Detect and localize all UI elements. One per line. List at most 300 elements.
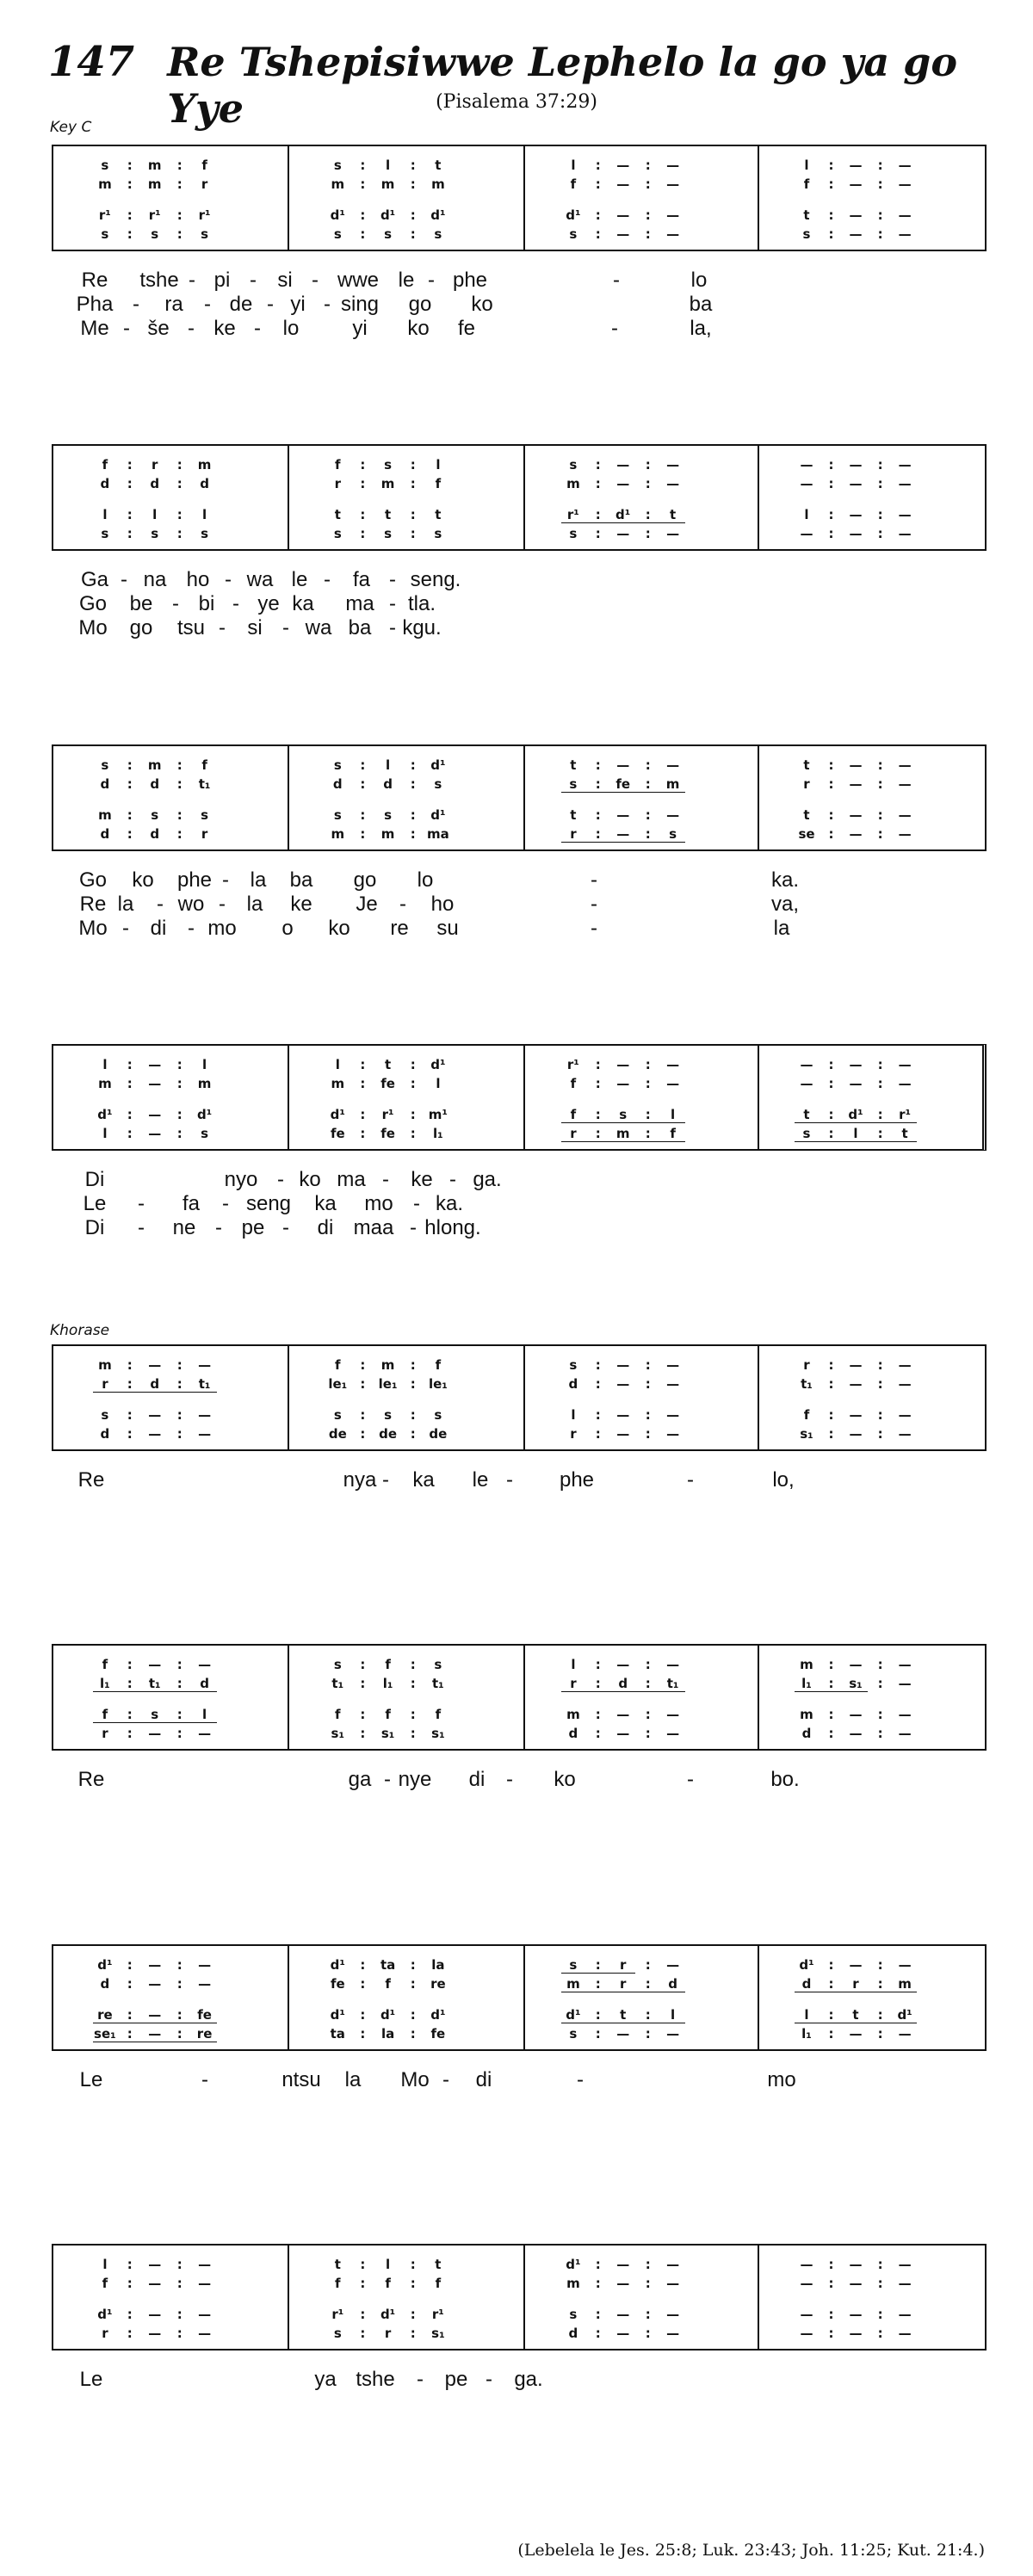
sol-fa-note: s [201,526,209,541]
beat-colon: : [360,207,366,223]
beat-colon: : [360,1426,366,1442]
beat-colon: : [176,807,182,823]
sol-fa-note: d¹ [380,2307,396,2322]
sol-fa-note: r¹ [98,207,111,223]
measure [523,1375,758,1393]
lyric-syllable: še [147,317,170,340]
beat-colon: : [877,1676,883,1691]
voice-row [53,2256,985,2273]
sol-fa-note: — [898,457,912,473]
voice-row [53,2275,985,2292]
beat-colon: : [828,526,834,541]
sol-fa-note: t₁ [198,776,211,792]
sol-fa-note: — [898,1057,912,1072]
sol-fa-note: — [616,158,630,173]
beat-colon: : [176,176,182,192]
sol-fa-note: s [101,526,109,541]
beat-colon: : [410,1957,416,1973]
measure [758,1075,988,1092]
measure [523,1056,758,1073]
syllable-hyphen: - [188,317,195,340]
sol-fa-note: f [102,1657,108,1672]
sol-fa-note: — [148,1657,162,1672]
lyric-syllable: hlong. [424,1216,481,1239]
syllable-hyphen: - [591,917,597,940]
measure [523,825,758,843]
sol-fa-note: fe [615,776,631,792]
sol-fa-note: f [335,1357,341,1373]
sol-fa-note: — [849,2257,863,2272]
beat-colon: : [828,2007,834,2023]
beat-colon: : [645,1407,651,1423]
sol-fa-note: — [666,2257,680,2272]
sol-fa-note: — [898,2326,912,2341]
sol-fa-note: — [800,2276,813,2291]
sol-fa-note: — [849,757,863,773]
sol-fa-note: la [431,1957,445,1973]
sol-fa-note: m [566,1707,580,1722]
sol-fa-note: s [333,807,342,823]
measure [55,2306,289,2323]
beat-colon: : [360,2276,366,2291]
syllable-hyphen: - [250,269,257,292]
voice-row [53,207,985,224]
beat-colon: : [410,207,416,223]
measure [288,1725,523,1742]
sol-fa-note: r [201,826,208,842]
beat-colon: : [410,1107,416,1122]
lyric-line [52,1192,987,1216]
sol-fa-note: — [849,176,863,192]
sol-fa-note: — [898,2307,912,2322]
measure [55,775,289,793]
sol-fa-note: — [148,1957,162,1973]
syllable-hyphen: - [384,1768,391,1791]
sol-fa-note: — [616,176,630,192]
sol-fa-note: t [620,2007,627,2023]
beat-colon: : [828,1426,834,1442]
beat-colon: : [410,2026,416,2042]
beat-colon: : [127,1057,133,1072]
measure [758,825,988,843]
sol-fa-note: d¹ [380,207,396,223]
beat-colon: : [877,1976,883,1992]
sol-fa-note: s [384,1407,393,1423]
lyric-syllable: de [229,293,253,316]
beat-colon: : [828,1957,834,1973]
sol-fa-note: — [198,1657,212,1672]
sol-fa-note: r [570,826,577,842]
beat-colon: : [127,1107,133,1122]
syllable-hyphen: - [225,568,232,591]
sol-fa-note: — [616,2326,630,2341]
sol-fa-note: r [570,1676,577,1691]
lyric-syllable: la [117,893,134,916]
measure [523,1106,758,1123]
measure [758,1406,988,1424]
voice-row [53,2325,985,2342]
sol-fa-note: f [435,1357,442,1373]
sol-fa-note: m [380,826,395,842]
measure [55,2256,289,2273]
measure [523,1656,758,1673]
beat-colon: : [828,457,834,473]
beat-colon: : [360,476,366,491]
sol-fa-note: — [849,476,863,491]
beat-colon: : [410,2007,416,2023]
sol-fa-note: — [666,807,680,823]
sol-fa-note: — [666,1657,680,1672]
sol-fa-note: — [666,226,680,242]
voice-row [53,1706,985,1723]
sol-fa-note: l [386,757,391,773]
sol-fa-note: t [435,2257,442,2272]
lyric-syllable: yi [290,293,306,316]
beat-colon: : [645,1957,651,1973]
measure [758,1425,988,1442]
sol-fa-note: — [849,457,863,473]
measure [288,1075,523,1092]
measure [758,757,988,774]
sol-fa-note: d¹ [799,1957,814,1973]
voice-row [53,1956,985,1974]
syllable-hyphen: - [219,616,226,639]
sol-fa-note: — [849,1726,863,1741]
beat-colon: : [127,757,133,773]
sol-fa-note: — [666,207,680,223]
sol-fa-note: l [202,1057,207,1072]
beat-colon: : [176,1376,182,1392]
sol-fa-staff [52,444,987,551]
lyric-syllable: Re [79,893,107,916]
syllable-hyphen: - [222,1192,229,1215]
sol-fa-note: s [333,2326,342,2341]
sol-fa-note: d¹ [97,1957,113,1973]
sol-fa-note: m [380,476,395,491]
beat-colon: : [828,1057,834,1072]
beat-colon: : [877,476,883,491]
measure [55,757,289,774]
sol-fa-note: f [201,158,207,173]
beat-colon: : [645,507,651,522]
sol-fa-note: l [102,1057,108,1072]
sol-fa-note: — [849,1376,863,1392]
sol-fa-note: r [151,457,158,473]
beat-colon: : [877,1057,883,1072]
sol-fa-note: — [198,2326,212,2341]
lyric-syllable: Le [83,1192,107,1215]
sol-fa-note: la [380,2026,395,2042]
slur-underline [795,1141,917,1142]
sol-fa-note: t [570,757,577,773]
sol-fa-note: — [849,2026,863,2042]
lyric-line [52,269,987,293]
voice-row [53,1075,982,1092]
beat-colon: : [595,1126,601,1141]
slur-underline [561,1691,685,1692]
beat-colon: : [410,1676,416,1691]
sol-fa-note: f [570,1076,577,1091]
measure [55,225,289,243]
lyric-syllable: pi [213,269,231,292]
beat-colon: : [176,2026,182,2042]
beat-colon: : [176,757,182,773]
sol-fa-note: r¹ [381,1107,394,1122]
beat-colon: : [127,2307,133,2322]
sol-fa-note: — [616,1407,630,1423]
sol-fa-note: — [898,1676,912,1691]
beat-colon: : [595,2007,601,2023]
measure [758,506,988,523]
voice-row [53,176,985,193]
measure [758,1056,988,1073]
measure [523,525,758,542]
sol-fa-note: d [150,826,160,842]
lyric-syllable: go [408,293,432,316]
sol-fa-note: r [570,1426,577,1442]
beat-colon: : [127,826,133,842]
measure [288,456,523,473]
syllable-hyphen: - [442,2068,449,2091]
beat-colon: : [410,807,416,823]
sol-fa-note: l [436,1076,441,1091]
sol-fa-note: d¹ [97,2307,113,2322]
beat-colon: : [360,1957,366,1973]
lyric-syllable: Go [78,868,108,892]
measure [523,2256,758,2273]
sol-fa-note: m [98,1076,112,1091]
lyric-syllable: tla. [407,592,436,615]
measure [288,1656,523,1673]
lyric-syllable: be [129,592,153,615]
syllable-hyphen: - [389,616,396,639]
sol-fa-note: — [800,476,813,491]
beat-colon: : [645,176,651,192]
lyric-syllable: nya [343,1468,377,1492]
sol-fa-note: — [666,1407,680,1423]
beat-colon: : [127,1707,133,1722]
lyric-syllable: ke [411,1168,433,1191]
measure [288,1706,523,1723]
beat-colon: : [645,476,651,491]
sol-fa-staff [52,2244,987,2351]
sol-fa-note: l [804,158,809,173]
beat-colon: : [877,1126,883,1141]
sol-fa-note: f [102,1707,108,1722]
lyric-syllable: la [773,917,790,940]
sol-fa-note: — [616,2276,630,2291]
sol-fa-note: s₁ [431,2326,445,2341]
measure [758,525,988,542]
lyric-syllable: Re [81,269,108,292]
measure [523,506,758,523]
sol-fa-note: m [566,2276,580,2291]
sol-fa-note: — [849,2326,863,2341]
sol-fa-note: — [666,1426,680,1442]
sol-fa-note: fe [330,1126,345,1141]
sol-fa-note: m [898,1976,912,1992]
lyric-line [52,868,987,893]
sol-fa-note: m [331,176,345,192]
sol-fa-note: — [198,1957,212,1973]
sol-fa-note: l [386,2257,391,2272]
measure [758,1725,988,1742]
sol-fa-note: — [849,158,863,173]
sol-fa-note: re [196,2026,213,2042]
measure [758,225,988,243]
lyric-syllable: lo [282,317,300,340]
measure [523,806,758,824]
sol-fa-note: m [331,1076,345,1091]
beat-colon: : [127,1357,133,1373]
beat-colon: : [176,1357,182,1373]
beat-colon: : [595,158,601,173]
sol-fa-note: — [849,1357,863,1373]
beat-colon: : [176,1957,182,1973]
measure [758,1975,988,1992]
sol-fa-note: l [152,507,158,522]
sol-fa-note: d [150,476,160,491]
sol-fa-note: s [569,526,578,541]
beat-colon: : [595,507,601,522]
measure [55,1706,289,1723]
syllable-hyphen: - [138,1192,145,1215]
beat-colon: : [595,807,601,823]
measure [55,2275,289,2292]
sol-fa-note: ma [427,826,449,842]
beat-colon: : [127,807,133,823]
beat-colon: : [410,1407,416,1423]
beat-colon: : [877,1426,883,1442]
sol-fa-note: — [616,1376,630,1392]
lyric-syllable: le [472,1468,489,1492]
beat-colon: : [877,507,883,522]
beat-colon: : [828,1076,834,1091]
sol-fa-note: d [568,1726,578,1741]
syllable-hyphen: - [201,2068,208,2091]
beat-colon: : [360,1726,366,1741]
beat-colon: : [877,826,883,842]
sol-fa-note: l [102,1126,108,1141]
lyric-syllable: la, [690,317,712,340]
beat-colon: : [595,526,601,541]
sol-fa-note: d [100,476,110,491]
sol-fa-note: s₁ [431,1726,445,1741]
syllable-hyphen: - [486,2368,492,2391]
beat-colon: : [176,1657,182,1672]
lyric-syllable: le [398,269,415,292]
beat-colon: : [877,2276,883,2291]
sol-fa-note: se [798,826,815,842]
voice-row [53,506,985,523]
beat-colon: : [360,176,366,192]
measure [758,2325,988,2342]
sol-fa-note: d [568,2326,578,2341]
beat-colon: : [176,207,182,223]
lyric-syllable: ke [213,317,236,340]
sol-fa-note: r [102,1376,108,1392]
beat-colon: : [410,2257,416,2272]
sol-fa-note: f [803,176,810,192]
lyric-syllable: mo [364,1192,393,1215]
sol-fa-note: t [435,507,442,522]
sol-fa-note: — [616,457,630,473]
sol-fa-note: m [197,457,212,473]
sol-fa-note: — [898,2257,912,2272]
sol-fa-note: t [803,807,810,823]
sol-fa-note: f [803,1407,810,1423]
sol-fa-note: re [430,1976,446,1992]
sol-fa-note: f [435,476,442,491]
beat-colon: : [828,1357,834,1373]
lyric-syllable: la [246,893,263,916]
beat-colon: : [410,776,416,792]
measure [758,1356,988,1374]
beat-colon: : [360,1107,366,1122]
beat-colon: : [176,1057,182,1072]
syllable-hyphen: - [254,317,261,340]
beat-colon: : [877,776,883,792]
sol-fa-note: — [666,1376,680,1392]
beat-colon: : [410,2276,416,2291]
measure [288,525,523,542]
sol-fa-note: — [849,2276,863,2291]
lyric-syllable: ko [407,317,430,340]
beat-colon: : [828,1707,834,1722]
syllable-hyphen: - [222,868,229,892]
measure [288,1356,523,1374]
sol-fa-note: s [201,807,209,823]
lyric-syllable: Pha [76,293,114,316]
sol-fa-note: d¹ [330,2007,345,2023]
sol-fa-note: — [849,1957,863,1973]
sol-fa-note: d¹ [848,1107,863,1122]
measure [523,775,758,793]
measure [758,1656,988,1673]
measure [288,2306,523,2323]
beat-colon: : [127,176,133,192]
measure [288,475,523,492]
sol-fa-note: r [803,1357,810,1373]
lyric-syllable: Re [77,1768,105,1791]
measure [523,1406,758,1424]
lyric-syllable: Go [78,592,108,615]
sol-fa-note: f [670,1126,676,1141]
sol-fa-note: — [666,457,680,473]
lyric-syllable: wa [246,568,274,591]
beat-colon: : [645,2026,651,2042]
measure [55,825,289,843]
sol-fa-note: l₁ [801,2026,812,2042]
sol-fa-note: d [332,776,343,792]
measure [55,207,289,224]
measure [55,157,289,174]
lyric-line [52,592,987,616]
lyric-syllable: Ga [80,568,109,591]
beat-colon: : [410,1726,416,1741]
beat-colon: : [176,2307,182,2322]
measure [523,1125,758,1142]
syllable-hyphen: - [577,2068,584,2091]
beat-colon: : [877,2326,883,2341]
sol-fa-note: — [849,826,863,842]
sol-fa-note: s [151,1707,159,1722]
lyric-syllable: Le [79,2068,103,2091]
sol-fa-note: m [615,1126,630,1141]
beat-colon: : [877,2257,883,2272]
beat-colon: : [410,1076,416,1091]
measure [288,2275,523,2292]
